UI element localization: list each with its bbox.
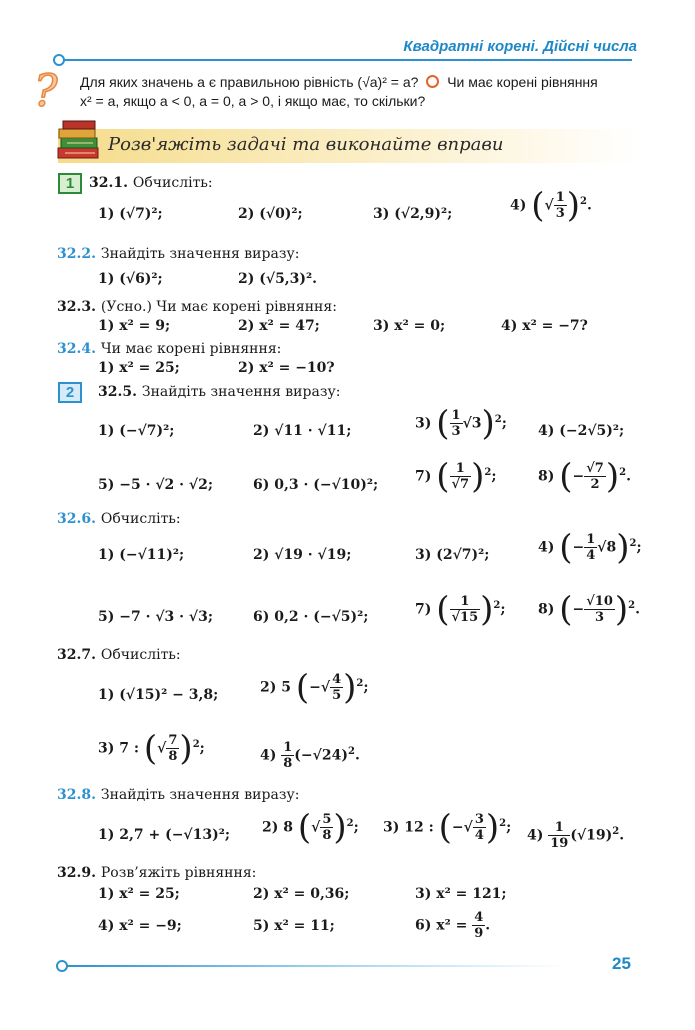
item-label: 3) 7 :	[98, 740, 140, 757]
problem-text: Чи має корені рівняння:	[100, 341, 282, 357]
p329-item-5: 5) x² = 11;	[253, 918, 335, 934]
question-text-1b: Чи має корені рівняння	[447, 74, 598, 90]
books-icon	[55, 118, 101, 162]
p327-item-3: 3) 7 : (√ $\frac{7}{8}$ )$^2$;	[98, 728, 205, 769]
problem-32-5	[98, 384, 340, 400]
p323-item-3: 3) x² = 0;	[373, 318, 446, 334]
banner-title: Розв'яжіть задачі та виконайте вправи	[108, 134, 504, 155]
svg-text:?: ?	[34, 68, 58, 112]
problem-number: 32.6.	[57, 511, 96, 527]
problem-text: Обчисліть:	[100, 647, 181, 663]
p325-item-8: 8) (− $\frac{√7}{2}$ )$^2$.	[538, 456, 631, 497]
page-number: 25	[612, 954, 631, 973]
p324-item-1: 1) x² = 25;	[98, 360, 180, 376]
p325-item-7: 7) ( $\frac{1}{√7}$ )$^2$;	[415, 456, 497, 497]
p326-item-6: 6) 0,2 · (−√5)²;	[253, 609, 369, 625]
item-label: 4)	[510, 197, 527, 214]
question-text-1: Для яких значень a є правильною рівність (√a)² = a?	[80, 74, 419, 90]
question-icon	[30, 68, 68, 112]
p322-item-1: 1) (√6)²;	[98, 271, 163, 287]
p326-item-7: 7) ( $\frac{1}{√15}$ )$^2$;	[415, 589, 506, 630]
p324-item-2: 2) x² = −10?	[238, 360, 335, 376]
problem-number: 32.2.	[57, 246, 96, 262]
p325-item-6: 6) 0,3 · (−√10)²;	[253, 477, 379, 493]
problem-text: Знайдіть значення виразу:	[100, 246, 300, 262]
item-label: 7)	[415, 601, 432, 618]
question-line-1	[80, 73, 598, 92]
item-label: 4)	[538, 539, 555, 556]
p325-item-2: 2) √11 · √11;	[253, 423, 352, 439]
p321-item-4: 4) (√ $\frac{1}{3}$ )$^2$.	[510, 185, 592, 226]
item-label: 4)	[260, 747, 277, 764]
footer-rule	[66, 965, 566, 967]
item-label: 8)	[538, 601, 555, 618]
problem-32-1	[89, 175, 213, 191]
p322-item-2: 2) (√5,3)².	[238, 271, 318, 287]
problem-text: Обчисліть:	[132, 175, 213, 191]
p328-item-1: 1) 2,7 + (−√13)²;	[98, 827, 231, 843]
problem-32-4	[57, 341, 281, 357]
p328-item-2: 2) 8 (√ $\frac{5}{8}$ )$^2$;	[262, 807, 359, 848]
p326-item-5: 5) −7 · √3 · √3;	[98, 609, 214, 625]
problem-text: Розв’яжіть рівняння:	[100, 865, 257, 881]
p326-item-4: 4) (− $\frac{1}{4}$ √8)$^2$;	[538, 527, 642, 568]
running-header: Квадратні корені. Дійсні числа	[403, 38, 637, 55]
problem-32-2	[57, 246, 299, 262]
p323-item-4: 4) x² = −7?	[501, 318, 588, 334]
problem-32-9	[57, 865, 256, 881]
p321-item-2: 2) (√0)²;	[238, 206, 303, 222]
p321-item-3: 3) (√2,9)²;	[373, 206, 453, 222]
problem-32-7	[57, 647, 181, 663]
p323-item-2: 2) x² = 47;	[238, 318, 320, 334]
circle-marker-icon	[426, 75, 439, 88]
p326-item-3: 3) (2√7)²;	[415, 547, 490, 563]
problem-number: 32.9.	[57, 865, 96, 881]
item-label: 3) 12 :	[383, 819, 434, 836]
problem-number: 32.5.	[98, 384, 137, 400]
p325-item-4: 4) (−2√5)²;	[538, 423, 625, 439]
problem-32-3	[57, 299, 337, 315]
problem-number: 32.1.	[89, 175, 128, 191]
p321-item-1: 1) (√7)²;	[98, 206, 163, 222]
problem-32-8	[57, 787, 299, 803]
problem-number: 32.8.	[57, 787, 96, 803]
item-label: 8)	[538, 468, 555, 485]
problem-number: 32.3.	[57, 299, 96, 315]
p329-item-3: 3) x² = 121;	[415, 886, 507, 902]
p326-item-1: 1) (−√11)²;	[98, 547, 185, 563]
p327-item-4: 4) $\frac{1}{8}$ $(-√24)^2$.	[260, 740, 360, 771]
header-rule	[60, 59, 632, 61]
problem-number: 32.4.	[57, 341, 96, 357]
item-label: 2) 8	[262, 819, 293, 836]
question-line-2: x² = a, якщо a < 0, a = 0, a > 0, і якщо має, то скільки?	[80, 93, 426, 109]
item-label: 2) 5	[260, 679, 291, 696]
p327-item-1: 1) (√15)² − 3,8;	[98, 687, 219, 703]
p325-item-5: 5) −5 · √2 · √2;	[98, 477, 214, 493]
p329-item-4: 4) x² = −9;	[98, 918, 182, 934]
p325-item-3: 3) ( $\frac{1}{3}$ √3)$^2$;	[415, 403, 507, 444]
item-label: 3)	[415, 415, 432, 432]
p326-item-2: 2) √19 · √19;	[253, 547, 352, 563]
p328-item-3: 3) 12 : (−√ $\frac{3}{4}$ )$^2$;	[383, 807, 512, 848]
footer-rule-dot	[56, 960, 68, 972]
problem-text: Обчисліть:	[100, 511, 181, 527]
p329-item-6: 6) x² = $\frac{4}{9}$ .	[415, 910, 491, 941]
level-1-badge: 1	[58, 173, 82, 194]
p323-item-1: 1) x² = 9;	[98, 318, 171, 334]
level-2-badge: 2	[58, 382, 82, 403]
item-label: 6) x² =	[415, 917, 468, 934]
p328-item-4: 4) $\frac{1}{19}$ $(√19)^2$.	[527, 820, 625, 851]
p326-item-8: 8) (− $\frac{√10}{3}$ )$^2$.	[538, 589, 640, 630]
item-label: 4)	[527, 827, 544, 844]
p327-item-2: 2) 5 (−√ $\frac{4}{5}$ )$^2$;	[260, 667, 369, 708]
problem-text: Знайдіть значення виразу:	[100, 787, 300, 803]
p329-item-2: 2) x² = 0,36;	[253, 886, 350, 902]
problem-text: (Усно.) Чи має корені рівняння:	[100, 299, 337, 315]
problem-32-6	[57, 511, 181, 527]
problem-number: 32.7.	[57, 647, 96, 663]
header-rule-dot	[53, 54, 65, 66]
p325-item-1: 1) (−√7)²;	[98, 423, 175, 439]
p329-item-1: 1) x² = 25;	[98, 886, 180, 902]
problem-text: Знайдіть значення виразу:	[141, 384, 341, 400]
item-label: 7)	[415, 468, 432, 485]
